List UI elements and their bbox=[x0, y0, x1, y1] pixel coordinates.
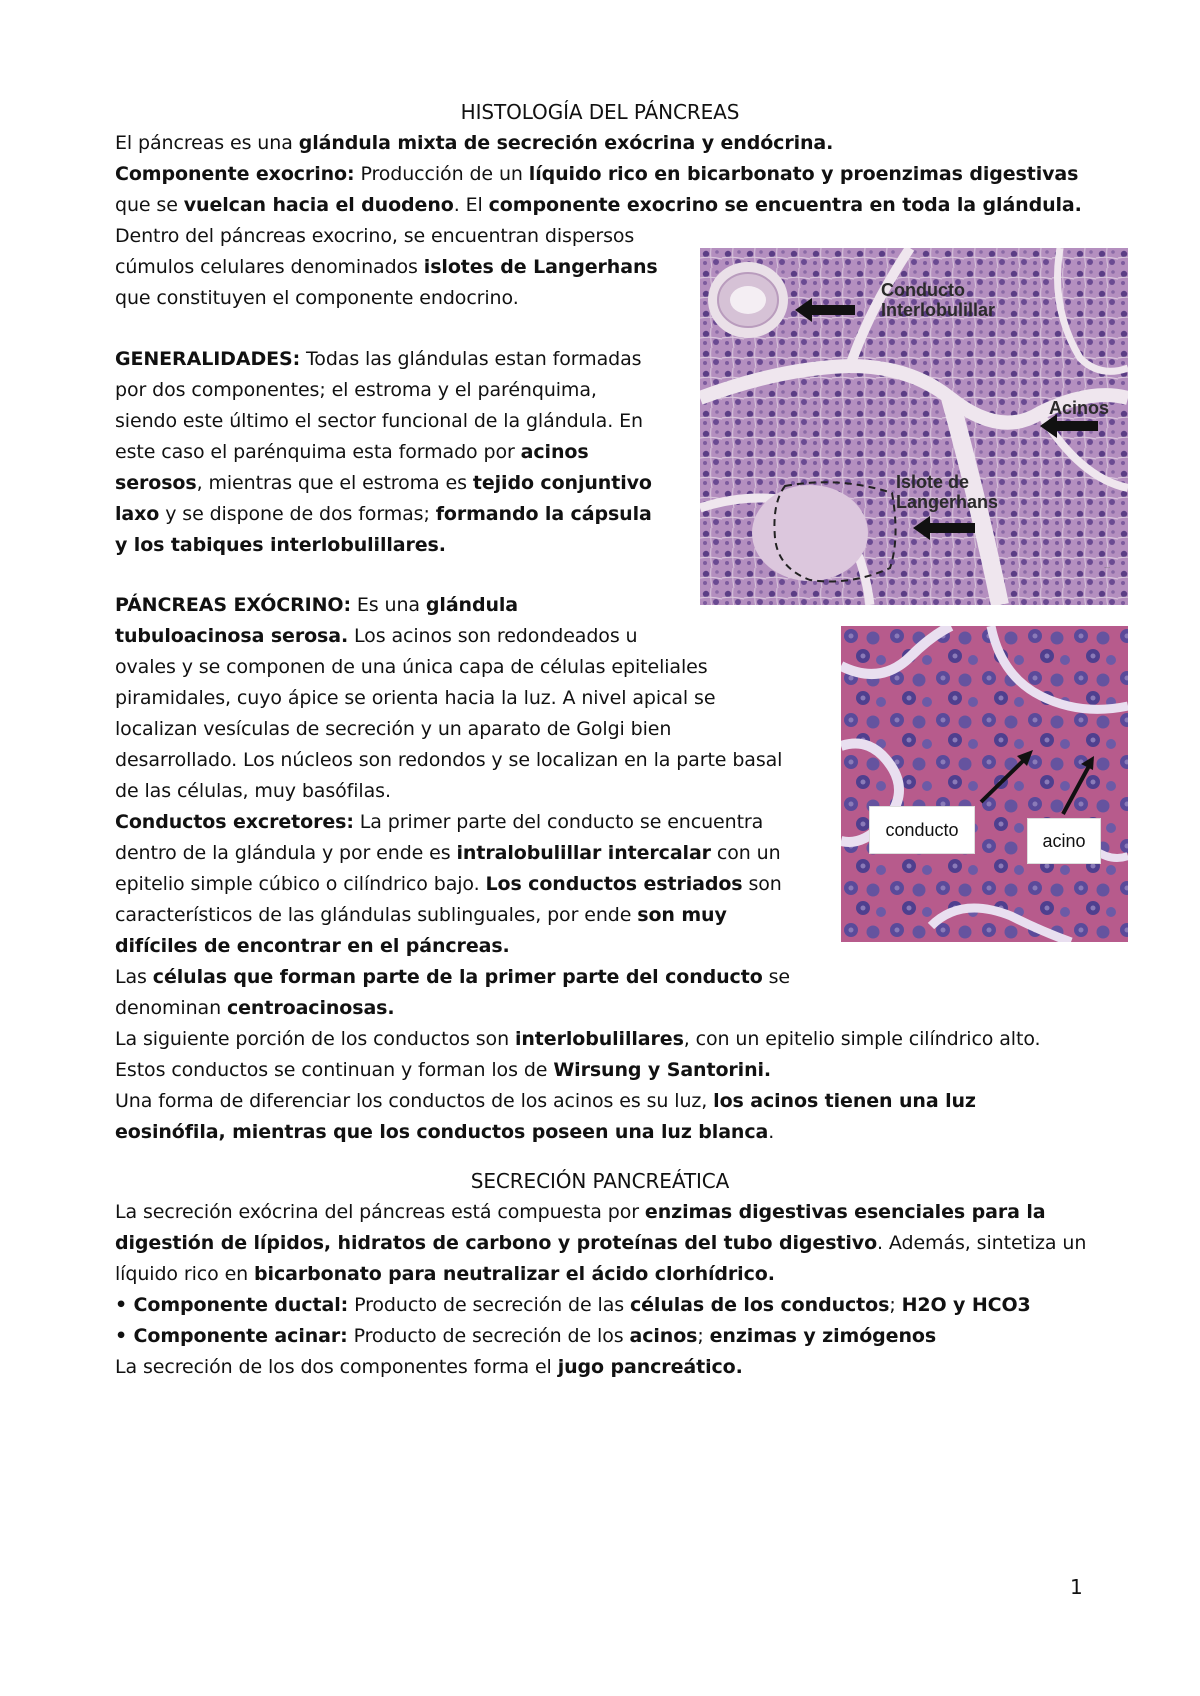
label-acinos: Acinos bbox=[1049, 398, 1110, 418]
label-islote-langerhans: Islote de Langerhans bbox=[896, 472, 999, 512]
exocrino-line-16: Estos conductos se continuan y forman los de Wirsung y Santorini. bbox=[115, 1059, 772, 1081]
exocrino-line-14: denominan centroacinosas. bbox=[115, 997, 395, 1019]
exocrino-line-5: localizan vesículas de secreción y un aparato de Golgi bien bbox=[115, 718, 672, 740]
secrecion-bullet-ductal: • Componente ductal: Producto de secreción de las células de los conductos; H2O y HCO3 bbox=[115, 1294, 1031, 1316]
exocrino-line-7: de las células, muy basófilas. bbox=[115, 780, 391, 802]
generalidades-line-4: este caso el parénquima esta formado por acinos bbox=[115, 441, 589, 463]
exocrino-line-13: Las células que forman parte de la primer parte del conducto se bbox=[115, 966, 790, 988]
exocrino-line-12: difíciles de encontrar en el páncreas. bbox=[115, 935, 510, 957]
section-title-secrecion: SECRECIÓN PANCREÁTICA bbox=[470, 1169, 730, 1193]
micrograph-acinos-high-magnification bbox=[841, 626, 1128, 942]
exocrino-line-4: piramidales, cuyo ápice se orienta hacia la luz. A nivel apical se bbox=[115, 687, 716, 709]
secrecion-line-1: La secreción exócrina del páncreas está compuesta por enzimas digestivas esenciales para la bbox=[115, 1201, 1046, 1223]
exocrino-line-8: Conductos excretores: La primer parte del conducto se encuentra bbox=[115, 811, 764, 833]
exocrino-line-15: La siguiente porción de los conductos son interlobulillares, con un epitelio simple cilíndrico alto. bbox=[115, 1028, 1041, 1050]
generalidades-line-6: laxo y se dispone de dos formas; formando la cápsula bbox=[115, 503, 652, 525]
generalidades-line-7: y los tabiques interlobulillares. bbox=[115, 534, 446, 556]
secrecion-line-2: digestión de lípidos, hidratos de carbono y proteínas del tubo digestivo. Además, sintetiza un bbox=[115, 1232, 1087, 1254]
secrecion-bullet-acinar: • Componente acinar: Producto de secreción de los acinos; enzimas y zimógenos bbox=[115, 1325, 937, 1347]
exocrino-line-17: Una forma de diferenciar los conductos de los acinos es su luz, los acinos tienen una luz bbox=[115, 1090, 976, 1112]
exocrino-line-2: tubuloacinosa serosa. Los acinos son redondeados u bbox=[115, 625, 638, 647]
intro-line-4: Dentro del páncreas exocrino, se encuentran dispersos bbox=[115, 225, 635, 247]
label-conducto: conducto bbox=[869, 806, 975, 854]
label-conducto-interlobulillar: Conducto Interlobulillar bbox=[881, 280, 996, 320]
page-title: HISTOLOGÍA DEL PÁNCREAS bbox=[460, 100, 740, 124]
svg-text:...: ... bbox=[1104, 563, 1110, 570]
intro-line-3: que se vuelcan hacia el duodeno. El componente exocrino se encuentra en toda la glándula. bbox=[115, 194, 1082, 216]
intro-line-6: que constituyen el componente endocrino. bbox=[115, 287, 519, 309]
intro-line-5: cúmulos celulares denominados islotes de Langerhans bbox=[115, 256, 658, 278]
exocrino-line-11: característicos de las glándulas sublinguales, por ende son muy bbox=[115, 904, 727, 926]
exocrino-line-3: ovales y se componen de una única capa de células epiteliales bbox=[115, 656, 708, 678]
intro-line-2: Componente exocrino: Producción de un líquido rico en bicarbonato y proenzimas digestivas bbox=[115, 163, 1079, 185]
exocrino-line-10: epitelio simple cúbico o cilíndrico bajo. Los conductos estriados son bbox=[115, 873, 782, 895]
secrecion-line-3: líquido rico en bicarbonato para neutralizar el ácido clorhídrico. bbox=[115, 1263, 775, 1285]
intro-line-1: El páncreas es una glándula mixta de secreción exócrina y endócrina. bbox=[115, 132, 834, 154]
generalidades-line-3: siendo este último el sector funcional de la glándula. En bbox=[115, 410, 643, 432]
secrecion-line-6: La secreción de los dos componentes forma el jugo pancreático. bbox=[115, 1356, 743, 1378]
exocrino-line-6: desarrollado. Los núcleos son redondos y se localizan en la parte basal bbox=[115, 749, 783, 771]
micrograph-pancreas-low-magnification bbox=[700, 248, 1128, 605]
generalidades-line-2: por dos componentes; el estroma y el parénquima, bbox=[115, 379, 597, 401]
label-acino: acino bbox=[1027, 818, 1101, 864]
generalidades-line-5: serosos, mientras que el estroma es tejido conjuntivo bbox=[115, 472, 652, 494]
generalidades-line-1: GENERALIDADES: Todas las glándulas estan formadas bbox=[115, 348, 642, 370]
page-number: 1 bbox=[1070, 1575, 1083, 1599]
exocrino-line-1: PÁNCREAS EXÓCRINO: Es una glándula bbox=[115, 594, 519, 616]
exocrino-line-18: eosinófila, mientras que los conductos poseen una luz blanca. bbox=[115, 1121, 775, 1143]
micrograph-2-image bbox=[841, 626, 1128, 942]
exocrino-line-9: dentro de la glándula y por ende es intralobulillar intercalar con un bbox=[115, 842, 781, 864]
